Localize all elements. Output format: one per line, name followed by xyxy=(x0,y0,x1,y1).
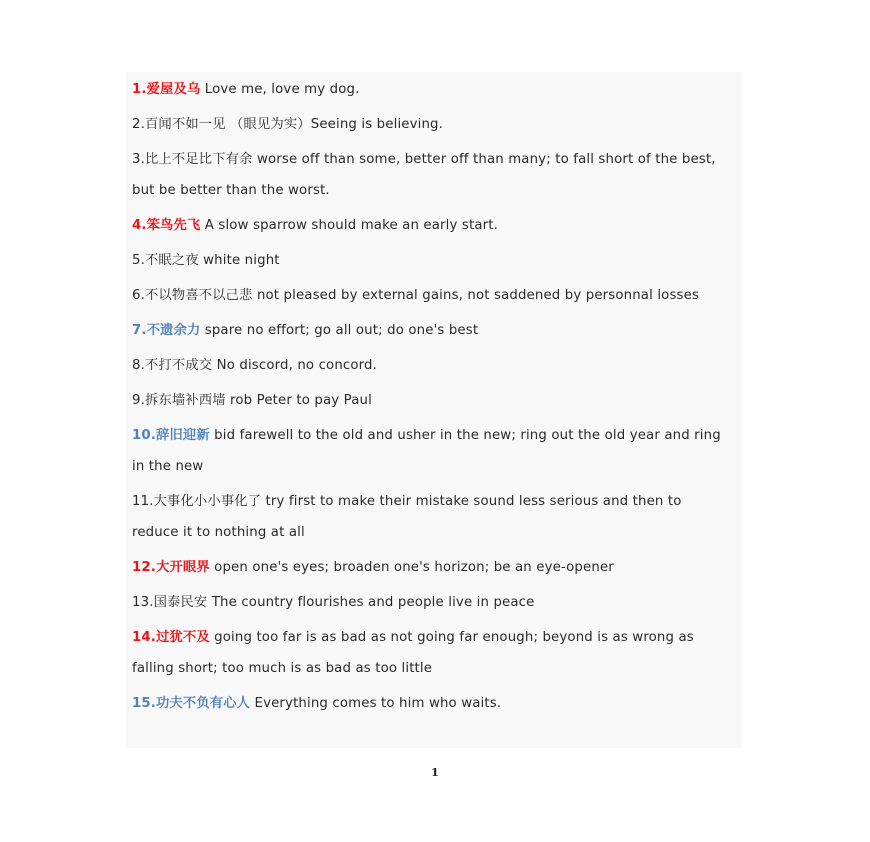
idiom-chinese: 10.辞旧迎新 xyxy=(132,428,210,443)
idiom-english: open one's eyes; broaden one's horizon; be an eye-opener xyxy=(209,560,614,575)
idiom-chinese: 9.拆东墙补西墙 xyxy=(132,393,226,408)
list-item xyxy=(132,245,732,276)
idiom-english: rob Peter to pay Paul xyxy=(225,393,372,408)
list-item xyxy=(132,420,732,482)
idiom-english: not pleased by external gains, not saddened by personnal losses xyxy=(252,288,700,303)
list-item xyxy=(132,486,732,548)
idiom-chinese: 4.笨鸟先飞 xyxy=(132,218,201,233)
idiom-chinese: 1.爱屋及乌 xyxy=(132,82,201,97)
idiom-english: Love me, love my dog. xyxy=(200,82,360,97)
idiom-chinese: 13.国泰民安 xyxy=(132,595,208,610)
idiom-english: try first to make their mistake sound less serious and then to reduce it to nothing at all xyxy=(132,494,682,540)
list-item xyxy=(132,210,732,241)
page-number: 1 xyxy=(431,766,439,779)
idiom-english: worse off than some, better off than many; to fall short of the best, but be better than the worst. xyxy=(132,152,716,198)
list-item xyxy=(132,144,732,206)
idiom-chinese: 11.大事化小小事化了 xyxy=(132,494,262,509)
list-item xyxy=(132,350,732,381)
list-item xyxy=(132,74,732,105)
idiom-english: Everything comes to him who waits. xyxy=(250,696,502,711)
idiom-chinese: 2.百闻不如一见 （眼见为实） xyxy=(132,117,311,132)
list-item xyxy=(132,552,732,583)
list-item xyxy=(132,688,732,719)
idiom-english: bid farewell to the old and usher in the new; ring out the old year and ring in the new xyxy=(132,428,721,474)
idiom-chinese: 14.过犹不及 xyxy=(132,630,210,645)
idiom-english: white night xyxy=(198,253,280,268)
idiom-english: No discord, no concord. xyxy=(212,358,378,373)
list-item xyxy=(132,280,732,311)
idiom-chinese: 5.不眠之夜 xyxy=(132,253,199,268)
idiom-english: spare no effort; go all out; do one's best xyxy=(200,323,479,338)
list-item xyxy=(132,622,732,684)
idiom-chinese: 15.功夫不负有心人 xyxy=(132,696,251,711)
idiom-english: A slow sparrow should make an early start. xyxy=(200,218,499,233)
list-item xyxy=(132,587,732,618)
idiom-english: Seeing is believing. xyxy=(310,117,444,132)
idiom-chinese: 6.不以物喜不以己悲 xyxy=(132,288,253,303)
list-item xyxy=(132,315,732,346)
idiom-chinese: 3.比上不足比下有余 xyxy=(132,152,253,167)
idiom-english: The country flourishes and people live in peace xyxy=(207,595,535,610)
idiom-chinese: 8.不打不成交 xyxy=(132,358,213,373)
list-item xyxy=(132,385,732,416)
idiom-english: going too far is as bad as not going far enough; beyond is as wrong as falling short; too much is as bad as too little xyxy=(132,630,694,676)
idiom-chinese: 12.大开眼界 xyxy=(132,560,210,575)
list-item xyxy=(132,109,732,140)
idiom-list xyxy=(132,74,732,723)
idiom-chinese: 7.不遗余力 xyxy=(132,323,201,338)
